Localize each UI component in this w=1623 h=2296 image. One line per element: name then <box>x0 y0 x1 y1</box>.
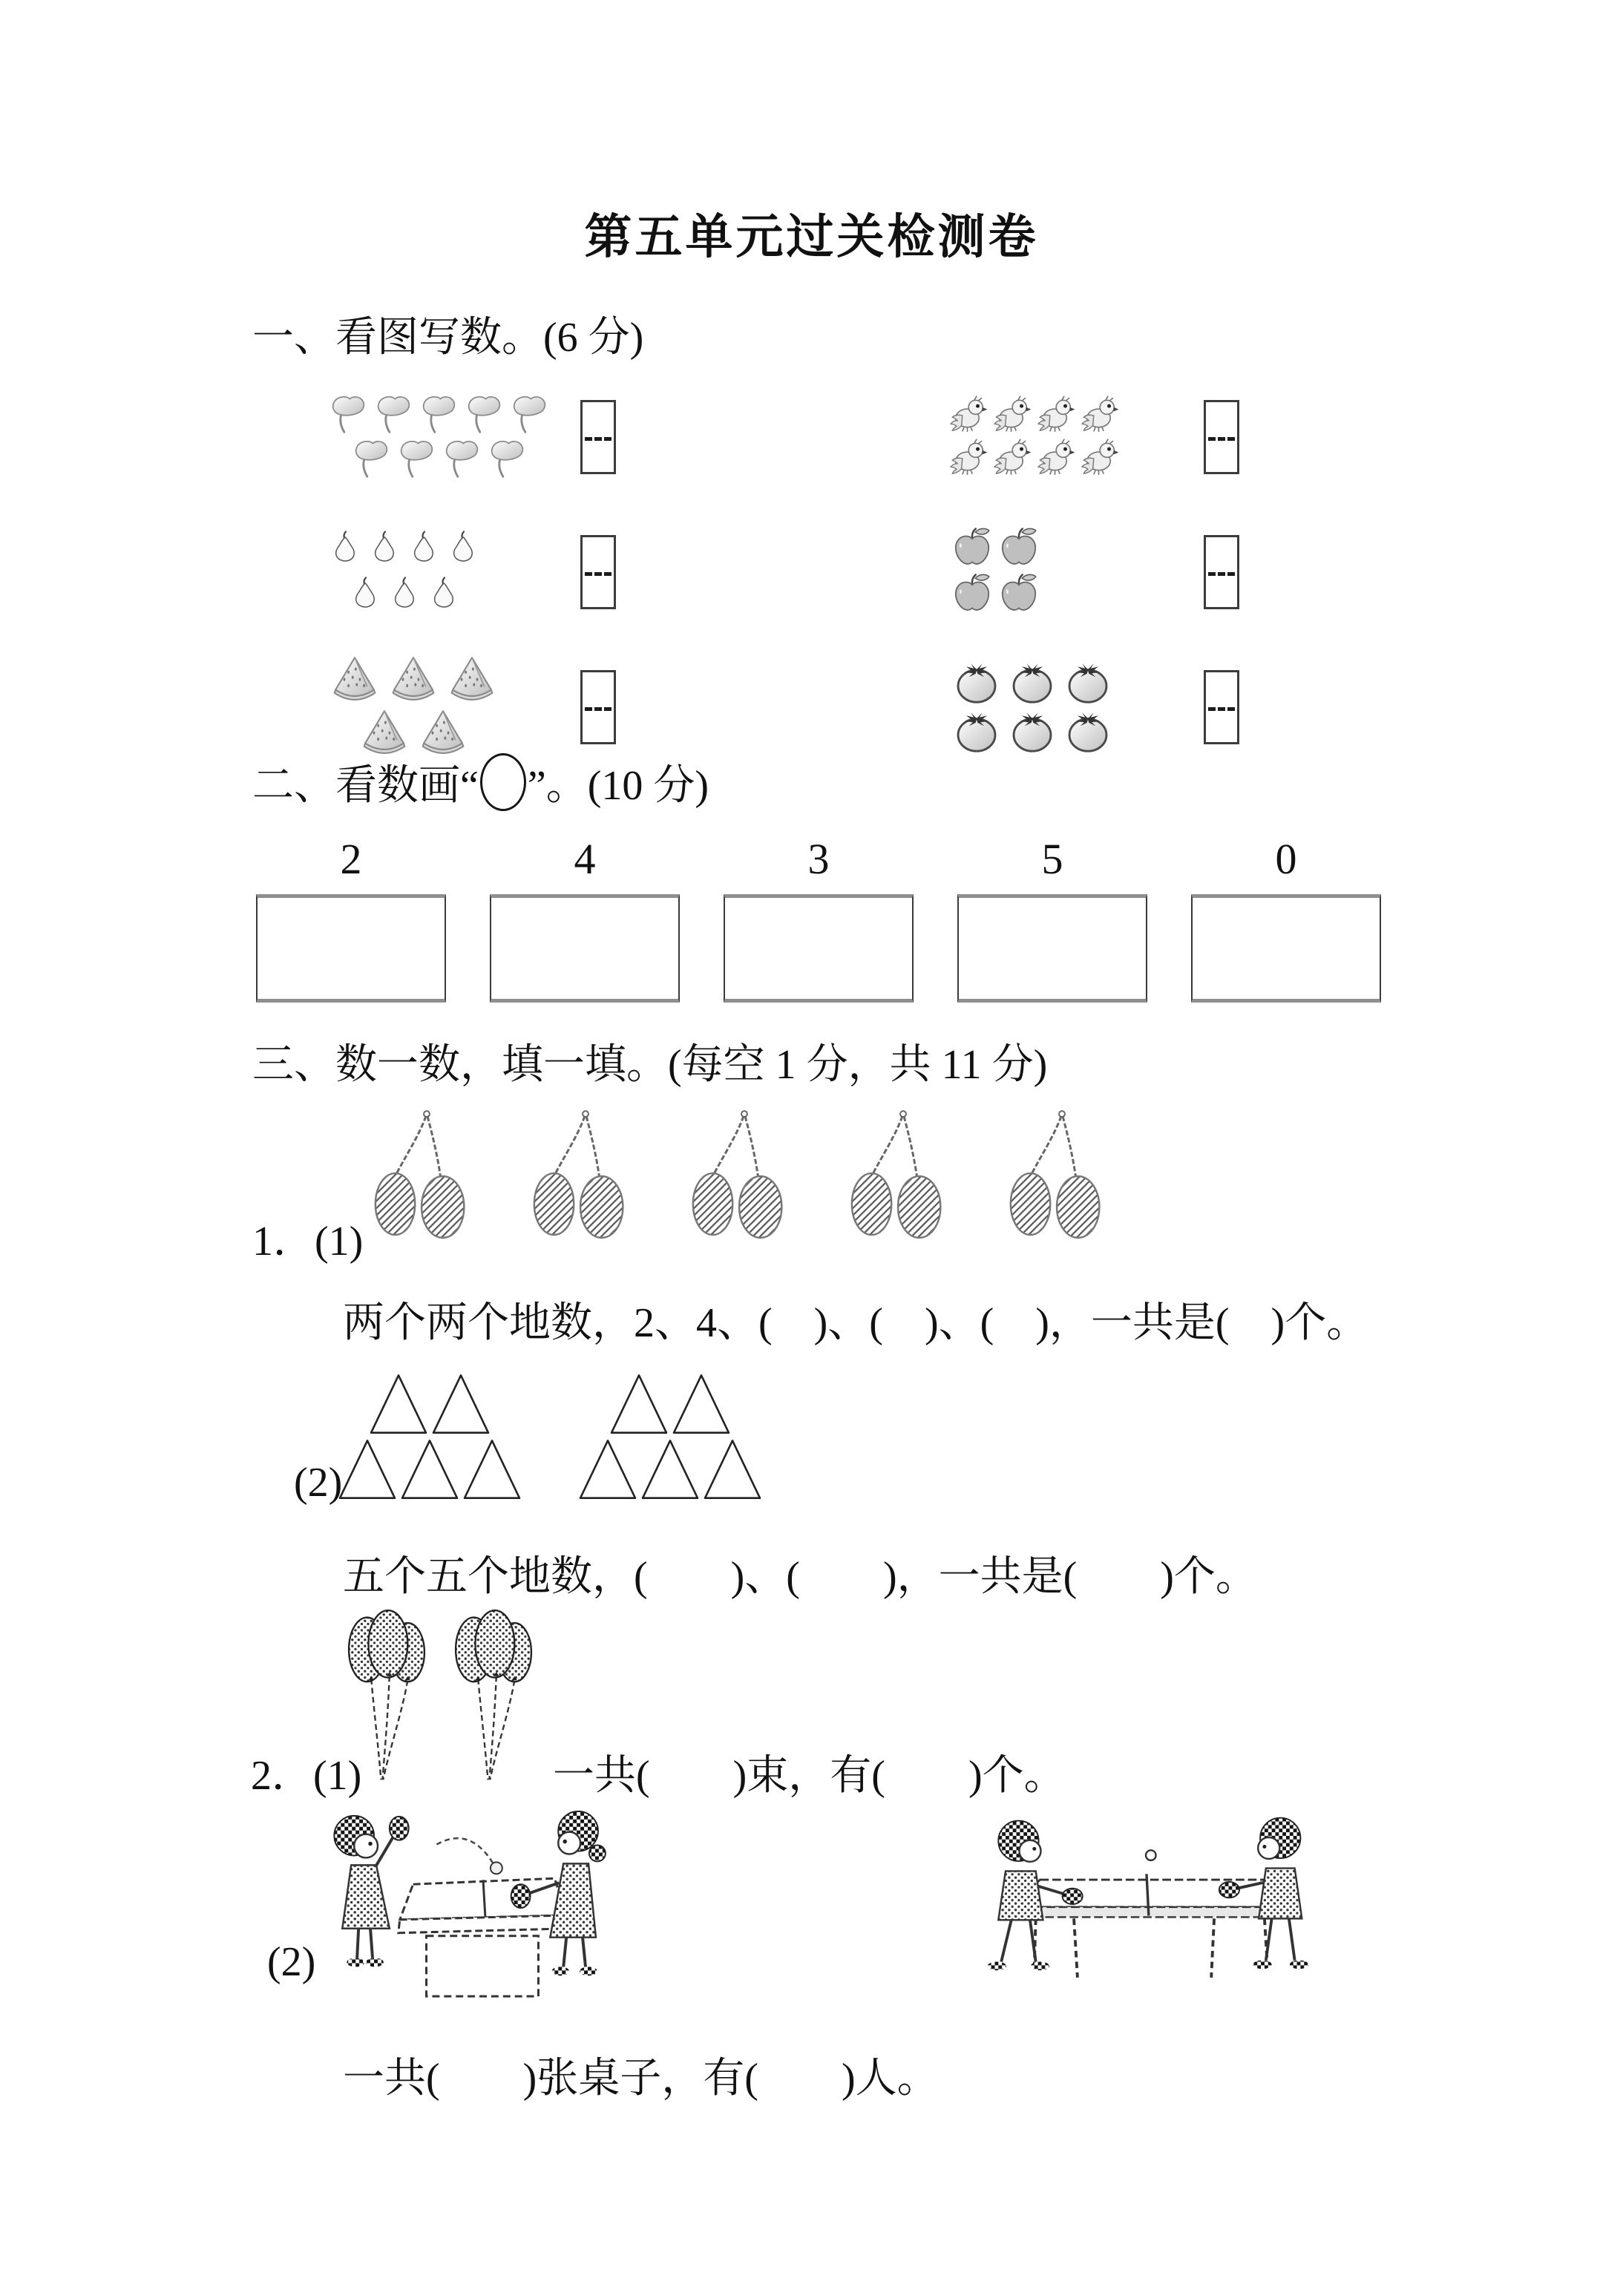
balloon-bunch-icon <box>338 1601 436 1793</box>
melon-icon <box>327 655 383 706</box>
draw-circle-column <box>957 837 1147 1003</box>
cherry-pair-icon <box>526 1107 643 1247</box>
leaf-icon <box>395 438 438 481</box>
question1-part2-label: (2) <box>294 1460 343 1506</box>
leaf-icon <box>372 393 415 436</box>
melon-icon <box>385 655 442 706</box>
leaf-icon <box>462 393 505 436</box>
page-title: 第五单元过关检测卷 <box>584 210 1039 263</box>
target-number: 4 <box>574 835 596 883</box>
draw-circle-column <box>724 837 914 1003</box>
section3-heading: 三、数一数，填一填。(每空 1 分，共 11 分) <box>252 1042 1048 1088</box>
bird-icon <box>950 438 991 479</box>
triangle-icon <box>607 1371 671 1437</box>
question1-part1-label: 1．(1) <box>252 1218 364 1265</box>
triangle-icon <box>429 1371 493 1437</box>
persimmon-icon <box>950 708 1003 755</box>
cherry-pair-icon <box>1003 1107 1120 1247</box>
draw-circle-box[interactable] <box>1191 894 1381 1003</box>
write-number-box[interactable] <box>580 400 616 474</box>
balloon-bunch-icon <box>445 1601 542 1793</box>
triangle-icon <box>398 1437 462 1502</box>
target-number: 2 <box>340 835 362 883</box>
question2-part2-label: (2) <box>267 1939 316 1985</box>
triangle-icon <box>460 1437 524 1502</box>
triangle-icon <box>701 1437 764 1502</box>
apple-icon <box>997 527 1041 571</box>
pear-icon <box>347 573 384 617</box>
count-item-ginkgo-leaves <box>327 370 616 505</box>
write-number-box[interactable] <box>1204 400 1239 474</box>
draw-circle-column <box>1191 837 1381 1003</box>
count-item-persimmons <box>950 640 1239 775</box>
draw-circle-box[interactable] <box>724 894 914 1003</box>
watermelon-slices-picture-group <box>327 655 500 760</box>
bird-icon <box>950 395 991 436</box>
pear-icon <box>386 573 423 617</box>
leaf-icon <box>327 393 370 436</box>
leaf-icon <box>440 438 483 481</box>
draw-circles-row <box>256 837 1381 1003</box>
write-number-box[interactable] <box>580 535 616 609</box>
triangle-icon <box>367 1371 430 1437</box>
bird-icon <box>1081 395 1123 436</box>
pears-picture-group <box>327 527 482 617</box>
write-number-box[interactable] <box>1204 670 1239 744</box>
persimmon-icon <box>1006 708 1059 755</box>
birds-picture-group <box>950 395 1123 479</box>
draw-circle-column <box>490 837 680 1003</box>
triangle-group <box>576 1371 763 1502</box>
pingpong-side-table-two-boys <box>948 1811 1343 1998</box>
target-number: 5 <box>1041 835 1063 883</box>
section2-heading <box>252 752 709 812</box>
section2-heading-text-before: 二、看数画“ <box>252 763 479 809</box>
triangle-icon <box>638 1437 702 1502</box>
count-write-grid <box>327 370 1239 775</box>
draw-circle-column <box>256 837 446 1003</box>
persimmon-icon <box>1006 659 1059 706</box>
draw-circle-box[interactable] <box>490 894 680 1003</box>
apple-icon <box>950 527 994 571</box>
balloon-row <box>338 1601 542 1793</box>
bird-icon <box>1081 438 1123 479</box>
triangle-group <box>335 1371 522 1502</box>
question2-part1-label: 2．(1) <box>251 1753 362 1799</box>
draw-circle-box[interactable] <box>957 894 1147 1003</box>
apples-picture-group <box>950 527 1041 617</box>
pingpong-row <box>325 1797 1343 2011</box>
question1-part2-text: 五个五个地数，( )、( )，一共是( )个。 <box>343 1554 1257 1600</box>
pingpong-front-table-two-girls <box>325 1797 637 2011</box>
leaf-icon <box>485 438 528 481</box>
leaf-icon <box>508 393 551 436</box>
write-number-box[interactable] <box>1204 535 1239 609</box>
cherry-pair-icon <box>685 1107 802 1247</box>
bird-icon <box>994 395 1035 436</box>
draw-circle-box[interactable] <box>256 894 446 1003</box>
section2-heading-text-after: ”。(10 分) <box>527 763 709 809</box>
triangle-icon <box>669 1371 733 1437</box>
triangle-icon <box>335 1437 399 1502</box>
apple-icon <box>950 573 994 617</box>
persimmon-icon <box>1061 708 1115 755</box>
question2-part2-text: 一共( )张桌子，有( )人。 <box>343 2056 939 2102</box>
melon-icon <box>444 655 500 706</box>
circle-icon <box>480 753 526 811</box>
pear-icon <box>366 527 403 571</box>
triangle-groups <box>335 1371 763 1502</box>
persimmons-picture-group <box>950 659 1115 755</box>
cherry-row <box>367 1107 1120 1247</box>
pear-icon <box>327 527 364 571</box>
persimmon-icon <box>1061 659 1115 706</box>
leaf-icon <box>350 438 393 481</box>
bird-icon <box>1037 438 1079 479</box>
bird-icon <box>994 438 1035 479</box>
write-number-box[interactable] <box>580 670 616 744</box>
leaf-icon <box>417 393 460 436</box>
triangle-icon <box>576 1437 640 1502</box>
ginkgo-leaves-picture-group <box>327 393 551 481</box>
target-number: 0 <box>1275 835 1297 883</box>
pear-icon <box>425 573 462 617</box>
pear-icon <box>445 527 482 571</box>
count-item-birds <box>950 370 1239 505</box>
question2-part1-text: 一共( )束，有( )个。 <box>553 1753 1066 1799</box>
cherry-pair-icon <box>844 1107 961 1247</box>
pear-icon <box>405 527 442 571</box>
target-number: 3 <box>807 835 830 883</box>
bird-icon <box>1037 395 1079 436</box>
cherry-pair-icon <box>367 1107 485 1247</box>
count-item-pears <box>327 505 616 640</box>
question1-part1-text: 两个两个地数，2、4、( )、( )、( )，一共是( )个。 <box>343 1300 1368 1346</box>
section1-heading: 一、看图写数。(6 分) <box>252 315 644 361</box>
persimmon-icon <box>950 659 1003 706</box>
count-item-apples <box>950 505 1239 640</box>
apple-icon <box>997 573 1041 617</box>
